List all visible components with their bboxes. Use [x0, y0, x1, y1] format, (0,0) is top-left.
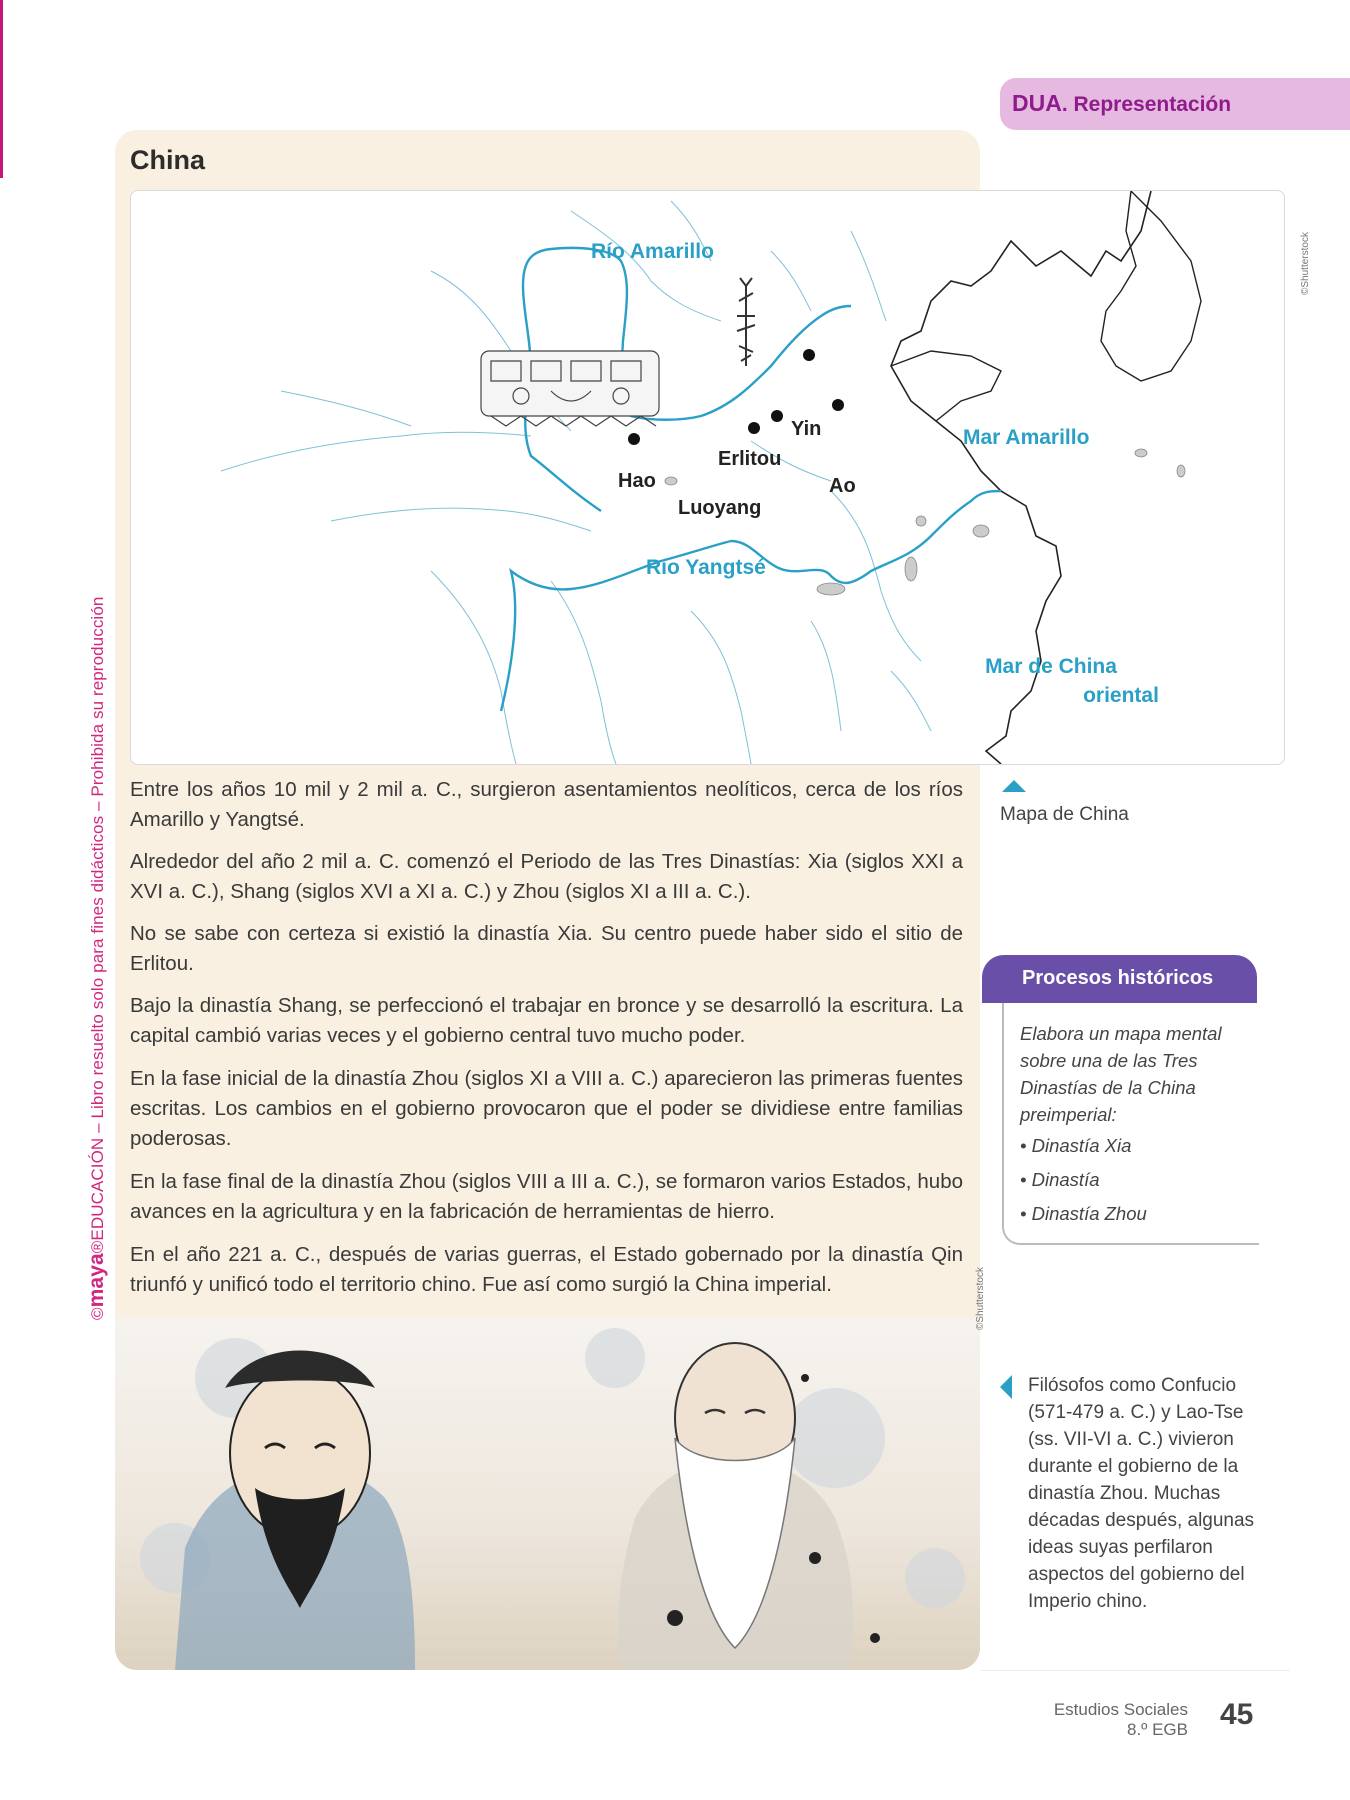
- footer-subject: [1028, 1700, 1188, 1740]
- china-map: [130, 190, 1285, 765]
- map-credit: ©Shutterstock: [1300, 232, 1311, 295]
- label-erlitou: Erlitou: [718, 448, 782, 470]
- philosophers-drawing: [115, 1318, 980, 1670]
- paragraph-2: Alrededor del año 2 mil a. C. comenzó el Periodo de las Tres Dinastías: Xia (siglos XXI a XVI a. C.), Shang (siglos XVI a XI a. C.) y Zhou (siglos XI a III a. C.).: [130, 850, 963, 903]
- label-mar-china-2: oriental: [1083, 684, 1159, 707]
- copyright-sidebar: [85, 480, 109, 1320]
- subject-name: Estudios Sociales: [1053, 1700, 1188, 1719]
- map-caption: Mapa de China: [1000, 804, 1129, 825]
- label-yin: Yin: [791, 418, 822, 440]
- footer-divider: [980, 1670, 1290, 1671]
- philosophers-caption: Filósofos como Confucio (571-479 a. C.) y Lao-Tse (ss. VII-VI a. C.) vivieron durante el gobierno de la dinastía Zhou. Muchas décadas después, algunas ideas suyas perfilaron aspectos del gobierno del Imperio chino.: [1028, 1375, 1255, 1612]
- dua-tab: [1000, 78, 1350, 130]
- city-dot-hao: [628, 433, 640, 445]
- activity-item-text: Dinastía Zhou: [1031, 1203, 1147, 1224]
- dua-label: DUA: [1012, 90, 1062, 116]
- paragraph-1: Entre los años 10 mil y 2 mil a. C., surgieron asentamientos neolíticos, cerca de los ríos Amarillo y Yangtsé.: [130, 778, 963, 831]
- dua-suffix: . Representación: [1061, 93, 1232, 116]
- city-dot-luoyang: [748, 422, 760, 434]
- city-dot-yin: [803, 349, 815, 361]
- philosophers-illustration: [115, 1318, 980, 1670]
- activity-item: • Dinastía Zhou: [1020, 1203, 1147, 1224]
- map-drawing: [131, 191, 1284, 764]
- copyright-symbol: ©: [88, 1307, 107, 1320]
- coastline: [891, 191, 1151, 764]
- tributaries: [221, 201, 931, 764]
- brand-logo: maya: [85, 1253, 108, 1308]
- city-dot-ao: [832, 399, 844, 411]
- activity-item: • Dinastía Xia: [1020, 1135, 1132, 1156]
- label-mar-amarillo: Mar Amarillo: [963, 426, 1090, 449]
- label-luoyang: Luoyang: [678, 497, 762, 519]
- activity-item-text: Dinastía Xia: [1031, 1135, 1132, 1156]
- caption-arrow-left-icon: [1000, 1375, 1012, 1399]
- korea-outline: [1101, 191, 1201, 381]
- paragraph-3: No se sabe con certeza si existió la dinastía Xia. Su centro puede haber sido el sitio de Erlitou.: [130, 922, 963, 975]
- activity-item: • Dinastía: [1020, 1169, 1100, 1190]
- label-ao: Ao: [829, 475, 856, 497]
- activity-prompt: Elabora un mapa mental sobre una de las Tres Dinastías de la China preimperial:: [1020, 1023, 1222, 1125]
- paragraph-4: Bajo la dinastía Shang, se perfeccionó el trabajar en bronce y se desarrolló la escritura. La capital cambió varias veces y el gobierno central tuvo mucho poder.: [130, 994, 963, 1047]
- copyright-text: ®EDUCACIÓN – Libro resuelto solo para fines didácticos – Prohibida su reproducción: [88, 596, 107, 1254]
- left-margin-rule: [0, 0, 3, 178]
- activity-title: Procesos históricos: [1022, 967, 1214, 989]
- shandong-outline: [891, 351, 1001, 421]
- label-hao: Hao: [618, 470, 656, 492]
- illustration-credit: ©Shutterstock: [975, 1267, 986, 1330]
- page-number: 45: [1220, 1698, 1254, 1731]
- yangtze-river: [501, 491, 1001, 711]
- label-mar-china-1: Mar de China: [985, 655, 1117, 678]
- grade-label: 8.º EGB: [1126, 1720, 1188, 1739]
- section-title: China: [130, 145, 206, 175]
- paragraph-5: En la fase inicial de la dinastía Zhou (siglos XI a VIII a. C.) aparecieron las primeras fuentes escritas. Los cambios en el gobierno provocaron que el poder se dividiese entre familias poderosas.: [130, 1067, 963, 1150]
- label-rio-amarillo: Río Amarillo: [591, 240, 714, 263]
- caption-arrow-up-icon: [1002, 780, 1026, 792]
- bronze-artifact-icon: [481, 351, 659, 426]
- paragraph-6: En la fase final de la dinastía Zhou (siglos VIII a III a. C.), se formaron varios Estados, hubo avances en la agricultura y en la fabricación de herramientas de hierro.: [130, 1170, 963, 1223]
- activity-item-text: Dinastía: [1031, 1169, 1100, 1190]
- paragraph-7: En el año 221 a. C., después de varias guerras, el Estado gobernado por la dinastía Qin triunfó y unificó todo el territorio chino. Fue así como surgió la China imperial.: [130, 1243, 963, 1296]
- oracle-glyph-icon: [737, 278, 755, 366]
- activity-header: [982, 955, 1257, 1003]
- label-rio-yangtse: Río Yangtsé: [646, 556, 766, 579]
- city-dot-erlitou: [771, 410, 783, 422]
